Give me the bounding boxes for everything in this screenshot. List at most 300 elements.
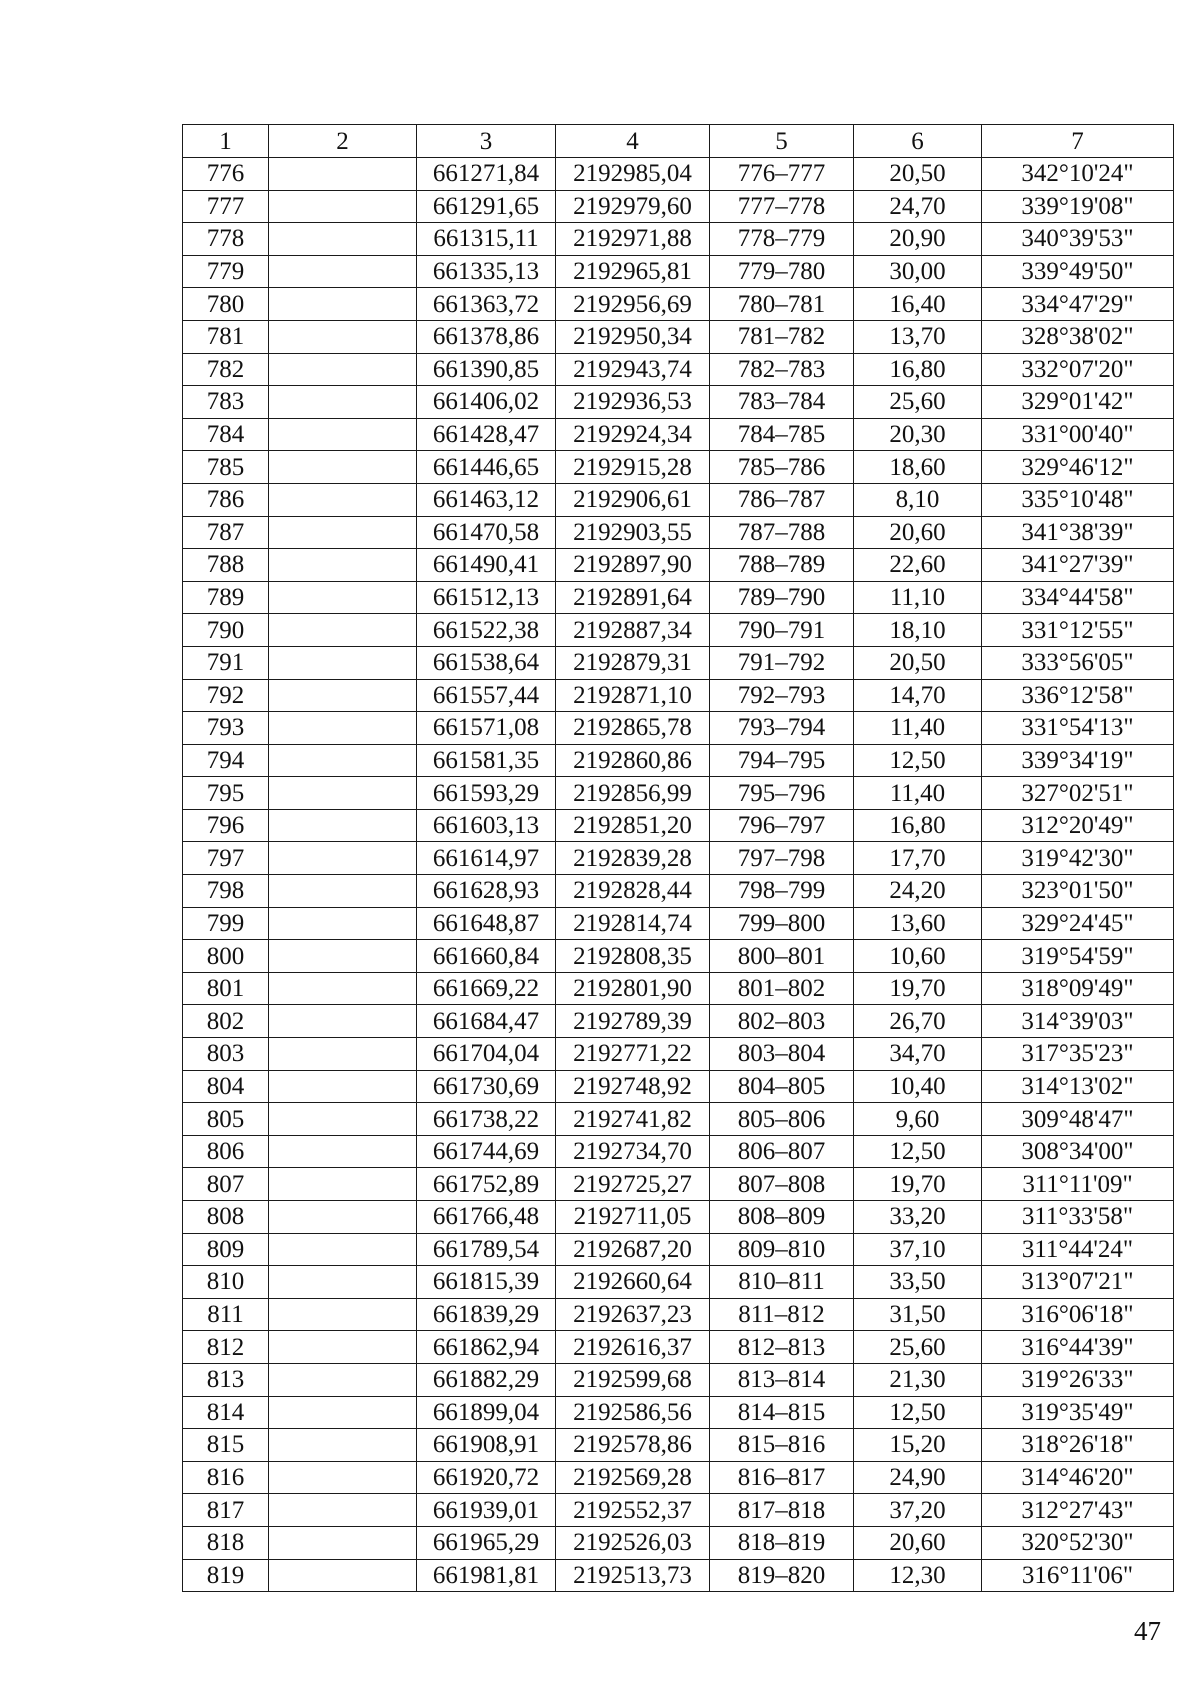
table-cell-col-7: 318°09'49" (982, 972, 1174, 1005)
table-cell-col-1: 807 (183, 1168, 269, 1201)
table-cell-col-5: 800–801 (710, 940, 854, 973)
table-cell-col-6: 25,60 (854, 386, 982, 419)
table-cell-col-1: 779 (183, 255, 269, 288)
table-cell-col-3: 661648,87 (417, 907, 556, 940)
table-cell-col-7: 319°26'33" (982, 1363, 1174, 1396)
table-cell-col-5: 803–804 (710, 1038, 854, 1071)
table-cell-col-5: 783–784 (710, 386, 854, 419)
table-cell-col-6: 24,70 (854, 190, 982, 223)
table-row (183, 1135, 1174, 1168)
table-cell-col-2 (269, 777, 417, 810)
table-cell-col-4: 2192725,27 (556, 1168, 710, 1201)
table-cell-col-4: 2192971,88 (556, 223, 710, 256)
table-cell-col-7: 335°10'48" (982, 483, 1174, 516)
table-cell-col-2 (269, 1396, 417, 1429)
table-row (183, 418, 1174, 451)
table-cell-col-3: 661920,72 (417, 1461, 556, 1494)
table-cell-col-1: 810 (183, 1266, 269, 1299)
table-cell-col-5: 782–783 (710, 353, 854, 386)
table-cell-col-3: 661271,84 (417, 158, 556, 191)
table-row (183, 1559, 1174, 1592)
table-row (183, 1266, 1174, 1299)
table-cell-col-5: 790–791 (710, 614, 854, 647)
table-cell-col-6: 20,50 (854, 158, 982, 191)
table-cell-col-1: 787 (183, 516, 269, 549)
table-cell-col-5: 798–799 (710, 875, 854, 908)
table-cell-col-3: 661766,48 (417, 1201, 556, 1234)
table-row (183, 451, 1174, 484)
table-cell-col-2 (269, 1201, 417, 1234)
table-cell-col-6: 19,70 (854, 972, 982, 1005)
table-cell-col-2 (269, 842, 417, 875)
table-cell-col-4: 2192660,64 (556, 1266, 710, 1299)
table-cell-col-6: 20,90 (854, 223, 982, 256)
table-cell-col-3: 661684,47 (417, 1005, 556, 1038)
table-cell-col-5: 791–792 (710, 646, 854, 679)
table-cell-col-5: 792–793 (710, 679, 854, 712)
table-cell-col-6: 20,60 (854, 1526, 982, 1559)
table-cell-col-6: 26,70 (854, 1005, 982, 1038)
table-cell-col-4: 2192771,22 (556, 1038, 710, 1071)
table-cell-col-3: 661406,02 (417, 386, 556, 419)
table-row (183, 646, 1174, 679)
table-header-row (183, 125, 1174, 158)
table-cell-col-4: 2192586,56 (556, 1396, 710, 1429)
table-cell-col-1: 786 (183, 483, 269, 516)
table-cell-col-2 (269, 581, 417, 614)
table-cell-col-7: 339°49'50" (982, 255, 1174, 288)
table-cell-col-6: 21,30 (854, 1363, 982, 1396)
table-row (183, 1396, 1174, 1429)
table-cell-col-5: 802–803 (710, 1005, 854, 1038)
table-cell-col-4: 2192924,34 (556, 418, 710, 451)
table-cell-col-6: 30,00 (854, 255, 982, 288)
table-cell-col-5: 788–789 (710, 549, 854, 582)
table-cell-col-5: 779–780 (710, 255, 854, 288)
table-cell-col-5: 799–800 (710, 907, 854, 940)
table-cell-col-1: 805 (183, 1103, 269, 1136)
table-cell-col-5: 797–798 (710, 842, 854, 875)
table-cell-col-7: 341°38'39" (982, 516, 1174, 549)
table-cell-col-7: 314°13'02" (982, 1070, 1174, 1103)
table-row (183, 777, 1174, 810)
table-cell-col-1: 795 (183, 777, 269, 810)
table-cell-col-1: 776 (183, 158, 269, 191)
table-cell-col-4: 2192965,81 (556, 255, 710, 288)
table-cell-col-5: 784–785 (710, 418, 854, 451)
table-cell-col-7: 329°24'45" (982, 907, 1174, 940)
table-cell-col-6: 24,20 (854, 875, 982, 908)
table-cell-col-5: 787–788 (710, 516, 854, 549)
table-cell-col-4: 2192569,28 (556, 1461, 710, 1494)
table-cell-col-2 (269, 940, 417, 973)
table-cell-col-3: 661981,81 (417, 1559, 556, 1592)
table-cell-col-2 (269, 158, 417, 191)
table-cell-col-3: 661862,94 (417, 1331, 556, 1364)
table-cell-col-2 (269, 679, 417, 712)
table-cell-col-7: 313°07'21" (982, 1266, 1174, 1299)
table-cell-col-3: 661752,89 (417, 1168, 556, 1201)
table-cell-col-2 (269, 1429, 417, 1462)
table-cell-col-4: 2192856,99 (556, 777, 710, 810)
table-cell-col-6: 20,50 (854, 646, 982, 679)
table-row (183, 353, 1174, 386)
table-cell-col-2 (269, 1038, 417, 1071)
table-cell-col-4: 2192748,92 (556, 1070, 710, 1103)
table-cell-col-3: 661522,38 (417, 614, 556, 647)
table-cell-col-6: 16,40 (854, 288, 982, 321)
table-row (183, 1331, 1174, 1364)
table-cell-col-1: 788 (183, 549, 269, 582)
table-cell-col-2 (269, 223, 417, 256)
table-cell-col-6: 37,20 (854, 1494, 982, 1527)
table-row (183, 483, 1174, 516)
table-cell-col-3: 661390,85 (417, 353, 556, 386)
table-cell-col-2 (269, 418, 417, 451)
table-row (183, 1233, 1174, 1266)
table-cell-col-6: 9,60 (854, 1103, 982, 1136)
table-cell-col-1: 777 (183, 190, 269, 223)
table-cell-col-7: 339°34'19" (982, 744, 1174, 777)
table-cell-col-4: 2192637,23 (556, 1298, 710, 1331)
table-cell-col-7: 316°06'18" (982, 1298, 1174, 1331)
table-cell-col-6: 17,70 (854, 842, 982, 875)
table-cell-col-6: 11,40 (854, 712, 982, 745)
table-cell-col-2 (269, 646, 417, 679)
table-cell-col-1: 819 (183, 1559, 269, 1592)
table-row (183, 842, 1174, 875)
table-cell-col-2 (269, 255, 417, 288)
table-cell-col-2 (269, 451, 417, 484)
table-cell-col-4: 2192828,44 (556, 875, 710, 908)
table-cell-col-2 (269, 1103, 417, 1136)
table-cell-col-5: 780–781 (710, 288, 854, 321)
table-cell-col-5: 818–819 (710, 1526, 854, 1559)
table-cell-col-1: 818 (183, 1526, 269, 1559)
table-cell-col-1: 816 (183, 1461, 269, 1494)
table-row (183, 255, 1174, 288)
table-row (183, 158, 1174, 191)
table-row (183, 1461, 1174, 1494)
table-row (183, 679, 1174, 712)
table-cell-col-3: 661939,01 (417, 1494, 556, 1527)
table-cell-col-4: 2192552,37 (556, 1494, 710, 1527)
table-cell-col-5: 809–810 (710, 1233, 854, 1266)
table-cell-col-6: 20,30 (854, 418, 982, 451)
table-cell-col-7: 316°11'06" (982, 1559, 1174, 1592)
table-cell-col-4: 2192985,04 (556, 158, 710, 191)
table-cell-col-5: 811–812 (710, 1298, 854, 1331)
table-row (183, 1103, 1174, 1136)
table-cell-col-4: 2192879,31 (556, 646, 710, 679)
table-cell-col-2 (269, 353, 417, 386)
table-cell-col-3: 661593,29 (417, 777, 556, 810)
table-row (183, 940, 1174, 973)
table-cell-col-4: 2192903,55 (556, 516, 710, 549)
table-cell-col-7: 319°35'49" (982, 1396, 1174, 1429)
table-cell-col-2 (269, 1070, 417, 1103)
table-cell-col-6: 18,10 (854, 614, 982, 647)
table-cell-col-2 (269, 1135, 417, 1168)
table-cell-col-6: 11,40 (854, 777, 982, 810)
column-header-7: 7 (982, 125, 1174, 158)
table-cell-col-6: 15,20 (854, 1429, 982, 1462)
table-cell-col-4: 2192599,68 (556, 1363, 710, 1396)
table-cell-col-4: 2192915,28 (556, 451, 710, 484)
table-cell-col-1: 793 (183, 712, 269, 745)
table-cell-col-7: 311°33'58" (982, 1201, 1174, 1234)
table-cell-col-2 (269, 1233, 417, 1266)
table-cell-col-1: 802 (183, 1005, 269, 1038)
table-cell-col-1: 785 (183, 451, 269, 484)
table-row (183, 1168, 1174, 1201)
table-cell-col-4: 2192526,03 (556, 1526, 710, 1559)
table-cell-col-3: 661704,04 (417, 1038, 556, 1071)
table-cell-col-4: 2192936,53 (556, 386, 710, 419)
table-row (183, 972, 1174, 1005)
table-cell-col-6: 31,50 (854, 1298, 982, 1331)
table-cell-col-3: 661965,29 (417, 1526, 556, 1559)
table-cell-col-1: 792 (183, 679, 269, 712)
table-cell-col-2 (269, 1266, 417, 1299)
table-cell-col-6: 18,60 (854, 451, 982, 484)
table-cell-col-2 (269, 744, 417, 777)
table-cell-col-6: 14,70 (854, 679, 982, 712)
table-cell-col-7: 341°27'39" (982, 549, 1174, 582)
table-cell-col-4: 2192734,70 (556, 1135, 710, 1168)
table-cell-col-2 (269, 1526, 417, 1559)
table-cell-col-3: 661512,13 (417, 581, 556, 614)
table-cell-col-4: 2192979,60 (556, 190, 710, 223)
table-cell-col-5: 814–815 (710, 1396, 854, 1429)
table-cell-col-3: 661908,91 (417, 1429, 556, 1462)
table-cell-col-4: 2192789,39 (556, 1005, 710, 1038)
table-cell-col-5: 812–813 (710, 1331, 854, 1364)
table-row (183, 809, 1174, 842)
table-cell-col-3: 661470,58 (417, 516, 556, 549)
table-cell-col-4: 2192943,74 (556, 353, 710, 386)
table-cell-col-5: 795–796 (710, 777, 854, 810)
table-cell-col-7: 331°00'40" (982, 418, 1174, 451)
table-cell-col-5: 785–786 (710, 451, 854, 484)
table-cell-col-3: 661738,22 (417, 1103, 556, 1136)
table-cell-col-4: 2192578,86 (556, 1429, 710, 1462)
table-cell-col-2 (269, 1461, 417, 1494)
table-row (183, 1005, 1174, 1038)
table-cell-col-1: 782 (183, 353, 269, 386)
column-header-5: 5 (710, 125, 854, 158)
table-cell-col-7: 329°46'12" (982, 451, 1174, 484)
column-header-6: 6 (854, 125, 982, 158)
table-cell-col-4: 2192956,69 (556, 288, 710, 321)
table-cell-col-7: 331°12'55" (982, 614, 1174, 647)
table-cell-col-3: 661378,86 (417, 320, 556, 353)
table-cell-col-5: 817–818 (710, 1494, 854, 1527)
column-header-1: 1 (183, 125, 269, 158)
table-cell-col-5: 781–782 (710, 320, 854, 353)
table-cell-col-6: 12,50 (854, 1396, 982, 1429)
table-cell-col-6: 24,90 (854, 1461, 982, 1494)
table-cell-col-1: 780 (183, 288, 269, 321)
table-cell-col-4: 2192741,82 (556, 1103, 710, 1136)
table-row (183, 1429, 1174, 1462)
table-cell-col-1: 809 (183, 1233, 269, 1266)
table-cell-col-4: 2192887,34 (556, 614, 710, 647)
table-cell-col-6: 22,60 (854, 549, 982, 582)
table-cell-col-3: 661882,29 (417, 1363, 556, 1396)
table-cell-col-1: 800 (183, 940, 269, 973)
table-cell-col-5: 808–809 (710, 1201, 854, 1234)
table-cell-col-7: 323°01'50" (982, 875, 1174, 908)
table-cell-col-7: 334°44'58" (982, 581, 1174, 614)
column-header-3: 3 (417, 125, 556, 158)
table-cell-col-5: 776–777 (710, 158, 854, 191)
table-cell-col-7: 328°38'02" (982, 320, 1174, 353)
table-cell-col-7: 331°54'13" (982, 712, 1174, 745)
table-cell-col-3: 661730,69 (417, 1070, 556, 1103)
table-cell-col-1: 781 (183, 320, 269, 353)
table-cell-col-1: 814 (183, 1396, 269, 1429)
table-cell-col-1: 797 (183, 842, 269, 875)
table-row (183, 1201, 1174, 1234)
table-cell-col-7: 314°46'20" (982, 1461, 1174, 1494)
table-cell-col-6: 25,60 (854, 1331, 982, 1364)
table-cell-col-4: 2192906,61 (556, 483, 710, 516)
table-row (183, 712, 1174, 745)
table-cell-col-3: 661789,54 (417, 1233, 556, 1266)
table-cell-col-6: 13,60 (854, 907, 982, 940)
table-cell-col-7: 327°02'51" (982, 777, 1174, 810)
table-cell-col-1: 817 (183, 1494, 269, 1527)
table-cell-col-2 (269, 875, 417, 908)
table-cell-col-3: 661660,84 (417, 940, 556, 973)
table-cell-col-1: 794 (183, 744, 269, 777)
table-cell-col-4: 2192950,34 (556, 320, 710, 353)
table-cell-col-4: 2192513,73 (556, 1559, 710, 1592)
table-cell-col-3: 661335,13 (417, 255, 556, 288)
table-cell-col-3: 661315,11 (417, 223, 556, 256)
table-cell-col-3: 661744,69 (417, 1135, 556, 1168)
table-cell-col-2 (269, 1363, 417, 1396)
table-cell-col-2 (269, 386, 417, 419)
table-cell-col-2 (269, 614, 417, 647)
table-cell-col-5: 778–779 (710, 223, 854, 256)
table-cell-col-4: 2192808,35 (556, 940, 710, 973)
table-cell-col-5: 816–817 (710, 1461, 854, 1494)
table-cell-col-6: 16,80 (854, 809, 982, 842)
table-cell-col-7: 314°39'03" (982, 1005, 1174, 1038)
table-row (183, 1526, 1174, 1559)
table-cell-col-2 (269, 549, 417, 582)
table-body (183, 158, 1174, 1592)
table-cell-col-3: 661603,13 (417, 809, 556, 842)
table-cell-col-6: 33,50 (854, 1266, 982, 1299)
table-cell-col-5: 807–808 (710, 1168, 854, 1201)
table-cell-col-6: 20,60 (854, 516, 982, 549)
table-cell-col-5: 801–802 (710, 972, 854, 1005)
table-cell-col-2 (269, 1494, 417, 1527)
table-cell-col-7: 320°52'30" (982, 1526, 1174, 1559)
table-cell-col-6: 11,10 (854, 581, 982, 614)
table-cell-col-2 (269, 1559, 417, 1592)
table-cell-col-7: 318°26'18" (982, 1429, 1174, 1462)
table-cell-col-2 (269, 712, 417, 745)
table-cell-col-7: 317°35'23" (982, 1038, 1174, 1071)
table-row (183, 288, 1174, 321)
table-cell-col-2 (269, 483, 417, 516)
table-cell-col-3: 661581,35 (417, 744, 556, 777)
table-cell-col-7: 329°01'42" (982, 386, 1174, 419)
table-cell-col-2 (269, 190, 417, 223)
table-cell-col-7: 332°07'20" (982, 353, 1174, 386)
table-row (183, 223, 1174, 256)
table-cell-col-6: 19,70 (854, 1168, 982, 1201)
table-cell-col-4: 2192897,90 (556, 549, 710, 582)
table-row (183, 190, 1174, 223)
table-cell-col-5: 786–787 (710, 483, 854, 516)
table-cell-col-2 (269, 516, 417, 549)
table-cell-col-4: 2192891,64 (556, 581, 710, 614)
table-cell-col-5: 815–816 (710, 1429, 854, 1462)
table-row (183, 581, 1174, 614)
table-cell-col-7: 308°34'00" (982, 1135, 1174, 1168)
table-cell-col-6: 12,50 (854, 744, 982, 777)
table-cell-col-6: 13,70 (854, 320, 982, 353)
table-cell-col-1: 804 (183, 1070, 269, 1103)
column-header-4: 4 (556, 125, 710, 158)
table-cell-col-1: 784 (183, 418, 269, 451)
table-cell-col-6: 37,10 (854, 1233, 982, 1266)
table-cell-col-2 (269, 1331, 417, 1364)
table-row (183, 1363, 1174, 1396)
table-cell-col-6: 12,30 (854, 1559, 982, 1592)
table-row (183, 614, 1174, 647)
table-cell-col-3: 661538,64 (417, 646, 556, 679)
table-cell-col-1: 799 (183, 907, 269, 940)
table-row (183, 1070, 1174, 1103)
table-cell-col-3: 661669,22 (417, 972, 556, 1005)
table-row (183, 549, 1174, 582)
table-cell-col-1: 803 (183, 1038, 269, 1071)
table-cell-col-3: 661839,29 (417, 1298, 556, 1331)
table-cell-col-1: 783 (183, 386, 269, 419)
table-cell-col-3: 661557,44 (417, 679, 556, 712)
table-row (183, 1494, 1174, 1527)
table-cell-col-6: 10,40 (854, 1070, 982, 1103)
table-row (183, 744, 1174, 777)
table-cell-col-5: 796–797 (710, 809, 854, 842)
table-cell-col-5: 804–805 (710, 1070, 854, 1103)
table-cell-col-1: 813 (183, 1363, 269, 1396)
table-cell-col-4: 2192851,20 (556, 809, 710, 842)
table-cell-col-2 (269, 809, 417, 842)
table-cell-col-5: 806–807 (710, 1135, 854, 1168)
table-cell-col-7: 311°11'09" (982, 1168, 1174, 1201)
table-cell-col-7: 312°20'49" (982, 809, 1174, 842)
table-cell-col-3: 661463,12 (417, 483, 556, 516)
table-cell-col-3: 661428,47 (417, 418, 556, 451)
coordinates-table (182, 124, 1174, 1592)
table-cell-col-7: 316°44'39" (982, 1331, 1174, 1364)
table-cell-col-6: 16,80 (854, 353, 982, 386)
table-cell-col-4: 2192711,05 (556, 1201, 710, 1234)
table-cell-col-3: 661446,65 (417, 451, 556, 484)
table-cell-col-5: 805–806 (710, 1103, 854, 1136)
table-cell-col-2 (269, 1298, 417, 1331)
table-cell-col-7: 334°47'29" (982, 288, 1174, 321)
table-cell-col-7: 333°56'05" (982, 646, 1174, 679)
table-cell-col-4: 2192814,74 (556, 907, 710, 940)
